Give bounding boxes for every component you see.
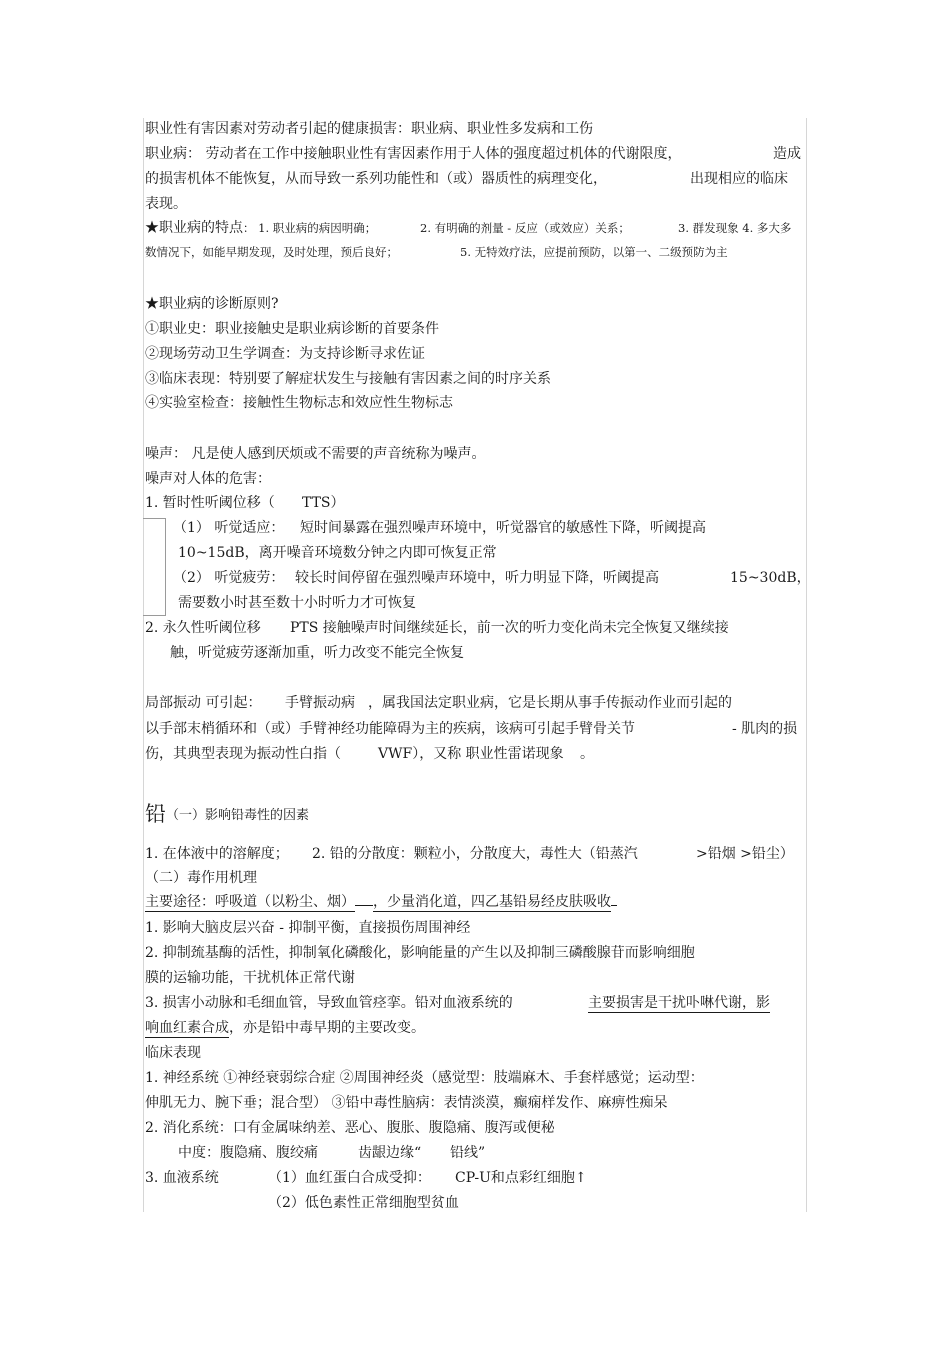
occupational-disease-def-line1: 职业病： 劳动者在工作中接触职业性有害因素作用于人体的强度超过机体的代谢限度，	[145, 146, 682, 162]
occupational-harm-line: 职业性有害因素对劳动者引起的健康损害：职业病、职业性多发病和工伤	[145, 121, 593, 137]
page-border-left	[143, 118, 144, 1212]
diagnosis-heading: ★职业病的诊断原则?	[145, 296, 279, 312]
vibration-line1-c: ，属我国法定职业病，它是长期从事手传振动作业而引起的	[368, 695, 732, 711]
clinical-blood-2: （2）低色素性正常细胞型贫血	[268, 1195, 459, 1211]
diagnosis-item-2: ②现场劳动卫生学调查：为支持诊断寻求佐证	[145, 346, 425, 362]
auditory-adaptation-text2: 10~15dB，离开噪音环境数分钟之内即可恢复正常	[178, 545, 497, 561]
clinical-digestive-1: 2. 消化系统：口有金属味纳差、恶心、腹胀、腹隐痛、腹泻或便秘	[145, 1120, 555, 1136]
mechanism-item-2-cont: 膜的运输功能，干扰机体正常代谢	[145, 970, 355, 986]
auditory-fatigue-label: （2） 听觉疲劳：	[173, 570, 285, 586]
vibration-line2: 以手部末梢循环和（或）手臂神经功能障碍为主的疾病，该病可引起手臂骨关节	[145, 721, 635, 737]
pts-text: PTS 接触噪声时间继续延长，前一次的听力变化尚未完全恢复又继续接	[290, 620, 729, 636]
clinical-heading: 临床表现	[145, 1045, 201, 1061]
clinical-nervous-1: 1. 神经系统 ①神经衰弱综合症 ②周围神经炎（感觉型：肢端麻木、手套样感觉；运动型：	[145, 1070, 704, 1086]
noise-definition: 噪声： 凡是使人感到厌烦或不需要的声音统称为噪声。	[145, 446, 486, 462]
occupational-disease-def-line2: 的损害机体不能恢复，从而导致一系列功能性和（或）器质性的病理变化，	[145, 171, 607, 187]
auditory-fatigue-text: 较长时间停留在强烈噪声环境中，听力明显下降，听阈提高	[295, 570, 659, 586]
lead-factor-1: 1. 在体液中的溶解度；	[145, 846, 289, 862]
clinical-blood-1-c: CP-U和点彩红细胞↑	[455, 1170, 587, 1186]
tts-bracket	[143, 518, 166, 616]
mechanism-item-3-underlined: 主要损害是干扰卟啉代谢，影	[588, 995, 770, 1011]
pts-heading: 2. 永久性听阈位移	[145, 620, 261, 636]
clinical-digestive-2-b: 齿龈边缘“	[358, 1145, 422, 1161]
features-line2: 数情况下，如能早期发现，及时处理，预后良好；	[145, 245, 398, 259]
vibration-line3-b: VWF），又称 职业性雷诺现象	[378, 746, 564, 762]
tts-abbr: TTS）	[302, 495, 345, 511]
occupational-disease-def-line2-end: 出现相应的临床	[690, 171, 788, 187]
auditory-fatigue-text2: 需要数小时甚至数十小时听力才可恢复	[178, 595, 416, 611]
lead-factor-2: 2. 铅的分散度：颗粒小，分散度大，毒性大（铅蒸汽	[312, 846, 638, 862]
mechanism-item-3: 3. 损害小动脉和毛细血管，导致血管痉挛。铅对血液系统的	[145, 995, 513, 1011]
features-line1-part3: 3. 群发现象 4. 多大多	[678, 221, 792, 235]
occupational-disease-def-line1-end: 造成	[773, 146, 801, 162]
page-border-right	[806, 118, 807, 1212]
features-line1-part2: 2. 有明确的剂量 - 反应（或效应）关系；	[420, 221, 630, 235]
main-route-line: 主要途径：呼吸道（以粉尘、烟） ，少量消化道，四乙基铅易经皮肤吸收	[145, 893, 617, 911]
noise-harm-heading: 噪声对人体的危害：	[145, 471, 271, 487]
clinical-digestive-2: 中度：腹隐痛、腹绞痛	[178, 1145, 318, 1161]
lead-section-heading: 铅（一）影响铅毒性的因素	[145, 802, 310, 826]
vibration-line2-end: - 肌肉的损	[732, 721, 798, 737]
features-line1: ★职业病的特点： 1. 职业病的病因明确；	[145, 220, 377, 236]
diagnosis-item-4: ④实验室检查：接触性生物标志和效应性生物标志	[145, 395, 453, 411]
diagnosis-item-3: ③临床表现：特别要了解症状发生与接触有害因素之间的时序关系	[145, 371, 551, 387]
auditory-adaptation-label: （1） 听觉适应：	[173, 520, 285, 536]
vibration-line3-c: 。	[580, 746, 594, 762]
lead-factor-2-end: >铅烟 >铅尘）	[696, 846, 794, 862]
diagnosis-item-1: ①职业史：职业接触史是职业病诊断的首要条件	[145, 321, 439, 337]
vibration-line3-a: 伤，其典型表现为振动性白指（	[145, 746, 341, 762]
mechanism-item-3-cont: 响血红素合成，亦是铅中毒早期的主要改变。	[145, 1020, 425, 1036]
auditory-adaptation-text: 短时间暴露在强烈噪声环境中，听觉器官的敏感性下降，听阈提高	[300, 520, 706, 536]
mechanism-item-1: 1. 影响大脑皮层兴奋 - 抑制平衡，直接损伤周围神经	[145, 920, 471, 936]
pts-text2: 触，听觉疲劳逐渐加重，听力改变不能完全恢复	[170, 645, 464, 661]
vibration-line1-b: 手臂振动病	[285, 695, 355, 711]
mechanism-item-2: 2. 抑制巯基酶的活性，抑制氧化磷酸化，影响能量的产生以及抑制三磷酸腺苷而影响细胞	[145, 945, 695, 961]
features-line2-part2: 5. 无特效疗法，应提前预防，以第一、二级预防为主	[460, 245, 728, 259]
clinical-blood-1-b: （1）血红蛋白合成受抑：	[268, 1170, 431, 1186]
clinical-blood-1: 3. 血液系统	[145, 1170, 219, 1186]
occupational-disease-def-line3: 表现。	[145, 196, 187, 212]
clinical-digestive-2-c: 铅线”	[450, 1145, 486, 1161]
auditory-fatigue-db: 15~30dB，	[730, 570, 811, 586]
clinical-nervous-2: 伸肌无力、腕下垂；混合型） ③铅中毒性脑病：表情淡漠，癫痫样发作、麻痹性痴呆	[145, 1095, 668, 1111]
tts-heading: 1. 暂时性听阈位移（	[145, 495, 275, 511]
vibration-line1-a: 局部振动 可引起：	[145, 695, 262, 711]
mechanism-heading: （二）毒作用机理	[145, 870, 257, 886]
